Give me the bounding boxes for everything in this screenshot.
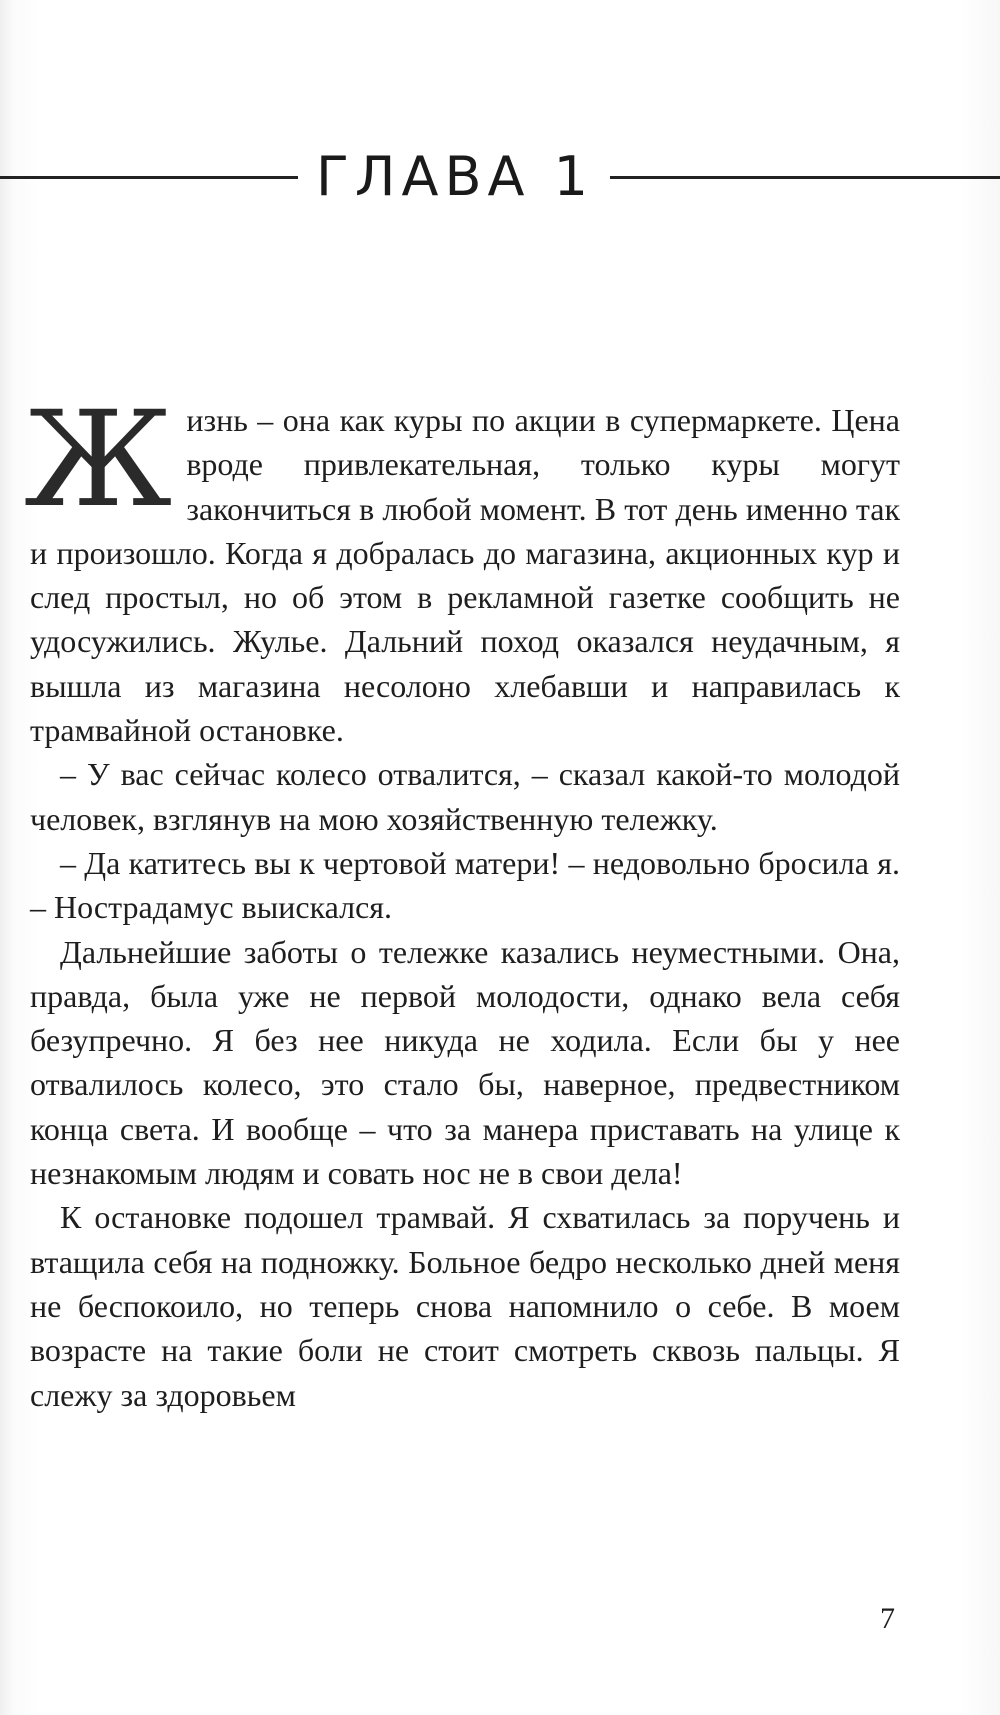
page-number: 7 [880,1602,895,1635]
paragraph-4: Дальнейшие заботы о тележке казались неуместными. Она, правда, была уже не первой молодости, однако вела себя безупречно. Я без нее никуда не ходила. Если бы у нее отвалилось колесо, это стало бы, наверное, предвестником конца света. И вообще – что за манера приставать на улице к незнакомым людям и совать нос не в свои дела! [30,933,900,1192]
chapter-title: ГЛАВА 1 [316,145,594,208]
body-text [24,383,900,1417]
paragraph-1 [24,383,900,752]
paragraph-2: – У вас сейчас колесо отвалится, – сказал какой-то молодой человек, взглянув на мою хозяйственную тележку. [30,756,900,837]
paragraph-3: – Да катитесь вы к чертовой матери! – недовольно бросила я. – Нострадамус выискался. [30,844,900,926]
paragraph-1-text: изнь – она как куры по акции в супермаркете. Цена вроде привлекательная, только куры могут закончиться в любой момент. В тот день именно так и произошло. Когда я добралась до магазина, акционных кур и след простыл, но об этом в рекламной газетке сообщить не удосужились. Жулье. Дальний поход оказался неудачным, я вышла из магазина несолоно хлебавши и направилась к трамвайной остановке. [30,402,900,749]
chapter-rule-left [0,176,298,179]
chapter-rule-right [610,176,1000,179]
paragraph-5: К остановке подошел трамвай. Я схватилась за поручень и втащила себя на подножку. Больное бедро несколько дней меня не беспокоило, но теперь снова напомнило о себе. В моем возрасте на такие боли не стоит смотреть сквозь пальцы. Я слежу за здоровьем [30,1199,900,1413]
chapter-heading [0,145,1000,220]
drop-cap: Ж [24,383,173,537]
